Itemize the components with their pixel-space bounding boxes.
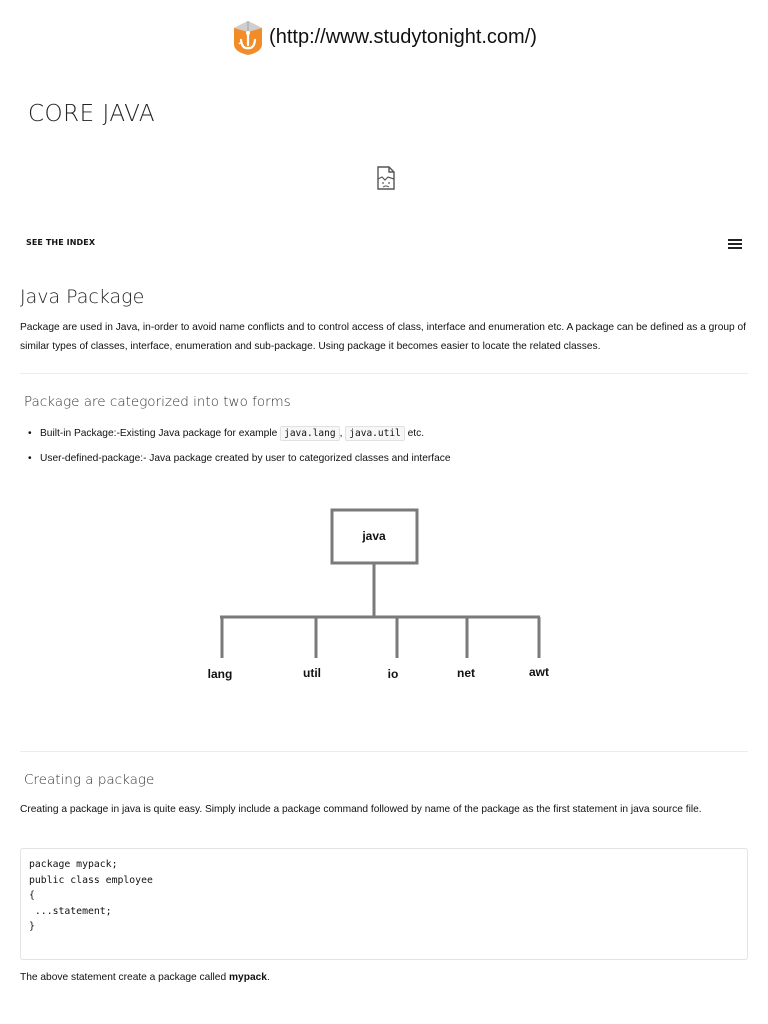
diagram-child-label: util [303, 666, 321, 680]
code-block [20, 848, 748, 960]
index-bar [26, 238, 744, 252]
closing-text: The above statement create a package called [20, 972, 227, 983]
studytonight-logo-icon [231, 18, 265, 56]
section-divider [20, 751, 748, 752]
java-package-tree-diagram [190, 500, 570, 700]
section-heading-creating: Creating a package [24, 772, 155, 788]
bullet-text: User-defined-package:- Java package created by user to categorized classes and interface [40, 453, 451, 464]
bullet-text: etc. [407, 428, 425, 439]
section-divider [20, 373, 748, 374]
see-index-link[interactable]: SEE THE INDEX [26, 238, 96, 247]
code-line: } [29, 921, 35, 932]
code-line: ...statement; [29, 905, 112, 917]
diagram-child-label: io [387, 667, 399, 681]
bullet-text: Built-in Package:-Existing Java package for example [40, 428, 278, 439]
site-header-link[interactable] [0, 18, 768, 56]
page-title: Java Package [20, 286, 145, 308]
creating-paragraph: Creating a package in java is quite easy. Simply include a package command followed by name of the package as the first statement in java source file. [20, 804, 702, 815]
intro-paragraph: Package are used in Java, in-order to avoid name conflicts and to control access of class, interface and enumeration etc. A package can be defined as a group of similar types of classes, interface, enumeration and sub-package. Using package it becomes easier to locate the related classes. [20, 322, 747, 352]
code-line: package mypack; [29, 859, 118, 870]
closing-punctuation: . [266, 972, 270, 983]
list-item [28, 450, 451, 475]
code-line: public class employee [29, 874, 153, 886]
diagram-child-label: lang [207, 667, 233, 681]
site-title: CORE JAVA [28, 101, 156, 127]
closing-paragraph [20, 968, 750, 987]
header-url[interactable]: (http://www.studytonight.com/) [269, 25, 537, 48]
package-name: mypack [229, 972, 267, 983]
inline-code: java.lang [280, 426, 339, 441]
diagram-root-label: java [362, 529, 386, 543]
inline-code: java.util [345, 426, 404, 441]
list-item [28, 425, 451, 450]
code-line: { [29, 890, 35, 901]
hamburger-menu-icon[interactable] [728, 238, 742, 250]
package-types-list [28, 425, 451, 475]
diagram-child-label: net [457, 666, 475, 680]
section-heading-categories: Package are categorized into two forms [24, 394, 291, 410]
bullet-separator: , [339, 428, 343, 439]
broken-image-icon [376, 166, 396, 190]
diagram-child-label: awt [528, 665, 550, 679]
